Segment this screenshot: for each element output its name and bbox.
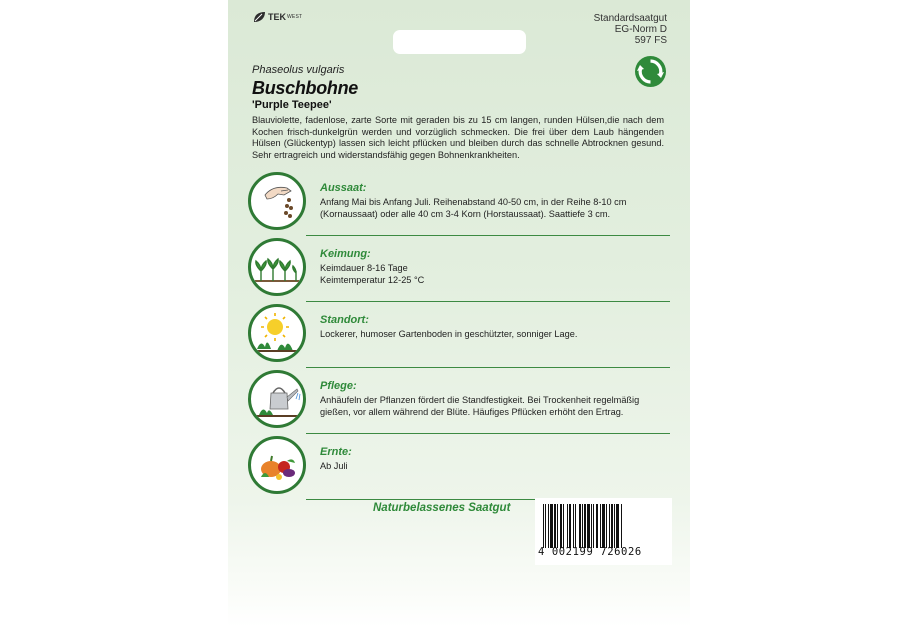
standard-line-1: Standardsaatgut [593,13,667,24]
product-description: Blauviolette, fadenlose, zarte Sorte mit geraden bis zu 15 cm langen, runden Hülsen,die nach dem Kochen frisch-dunkelgrün werden und vorzüglich schmecken. Die frei über dem Laub hängenden Hülsen (Glückentyp) lassen sich leicht pflücken und bleiben durch das schnelle Abtrocknen gesund. Sehr ertragreich und widerstandsfähig gegen Bohnenkrankheiten. [252,115,664,160]
barcode-bar [611,504,613,548]
barcode-bar [587,504,590,548]
latin-name: Phaseolus vulgaris [252,64,345,76]
barcode-bar [575,504,576,548]
barcode-bar [550,504,553,548]
barcode-bar [579,504,581,548]
barcode-bar [557,504,558,548]
step-icon-circle [248,370,306,428]
divider [306,235,670,236]
sun-plants-icon [251,307,303,359]
step-sowing [248,172,670,236]
barcode-bar [621,504,622,548]
brand-sub: WEST [287,14,303,20]
step-text: Anhäufeln der Pflanzen fördert die Standfestigkeit. Bei Trockenheit regelmäßig gießen, vor allem während der Blüte. Häufiges Pflücken erhöht den Ertrag. [320,395,640,417]
step-germination [248,238,670,302]
brand-logo [253,11,302,23]
watering-can-icon [251,373,303,425]
seedlings-icon [251,241,303,293]
leaf-logo-icon [253,11,266,23]
barcode-bar [582,504,583,548]
seed-packet-back [228,0,690,627]
product-name: Buschbohne [252,78,359,98]
barcode-bar [573,504,574,548]
divider [306,433,670,434]
step-text: Keimdauer 8-16 Tage Keimtemperatur 12-25 °C [320,263,425,285]
step-location [248,304,670,368]
standard-line-2: EG-Norm D [614,24,667,35]
divider [306,367,670,368]
step-text: Lockerer, humoser Gartenboden in geschützter, sonniger Lage. [320,329,578,339]
step-heading: Aussaat: [320,182,367,194]
barcode-bars [543,504,664,548]
step-heading: Standort: [320,314,369,326]
barcode-bar [616,504,619,548]
harvest-vegetables-icon [251,439,303,491]
blank-label-field [393,30,526,54]
step-heading: Pflege: [320,380,357,392]
step-harvest [248,436,670,500]
step-heading: Ernte: [320,446,352,458]
barcode-bar [600,504,601,548]
barcode-bar [609,504,610,548]
barcode-bar [606,504,607,548]
step-text: Anfang Mai bis Anfang Juli. Reihenabstand 40-50 cm, in der Reihe 8-10 cm (Kornaussaat) oder alle 40 cm 3-4 Korn (Horstaussaat). Saattiefe 3 cm. [320,197,627,219]
barcode-bar [593,504,594,548]
step-heading: Keimung: [320,248,371,260]
barcode-bar [584,504,586,548]
divider [306,301,670,302]
step-icon-circle [248,304,306,362]
step-text: Ab Juli [320,461,348,471]
step-icon-circle [248,436,306,494]
barcode-bar [543,504,544,548]
barcode-number: 4 002199 726026 [538,546,642,558]
step-icon-circle [248,172,306,230]
barcode-bar [596,504,598,548]
barcode-bar [567,504,568,548]
barcode-bar [602,504,605,548]
sowing-hand-icon [251,175,303,227]
barcode-bar [591,504,592,548]
recycle-icon [634,55,667,88]
barcode-bar [560,504,562,548]
barcode-bar [554,504,556,548]
barcode-bar [548,504,549,548]
step-icon-circle [248,238,306,296]
standard-info [594,13,667,46]
brand-name: TEK [268,12,286,22]
standard-line-3: 597 FS [634,35,667,46]
barcode-bar [545,504,546,548]
barcode-bar [614,504,615,548]
barcode-bar [563,504,564,548]
variety-name: 'Purple Teepee' [252,99,332,111]
barcode-bar [569,504,571,548]
step-care [248,370,670,434]
slogan: Naturbelassenes Saatgut [373,502,511,514]
barcode [535,498,672,565]
